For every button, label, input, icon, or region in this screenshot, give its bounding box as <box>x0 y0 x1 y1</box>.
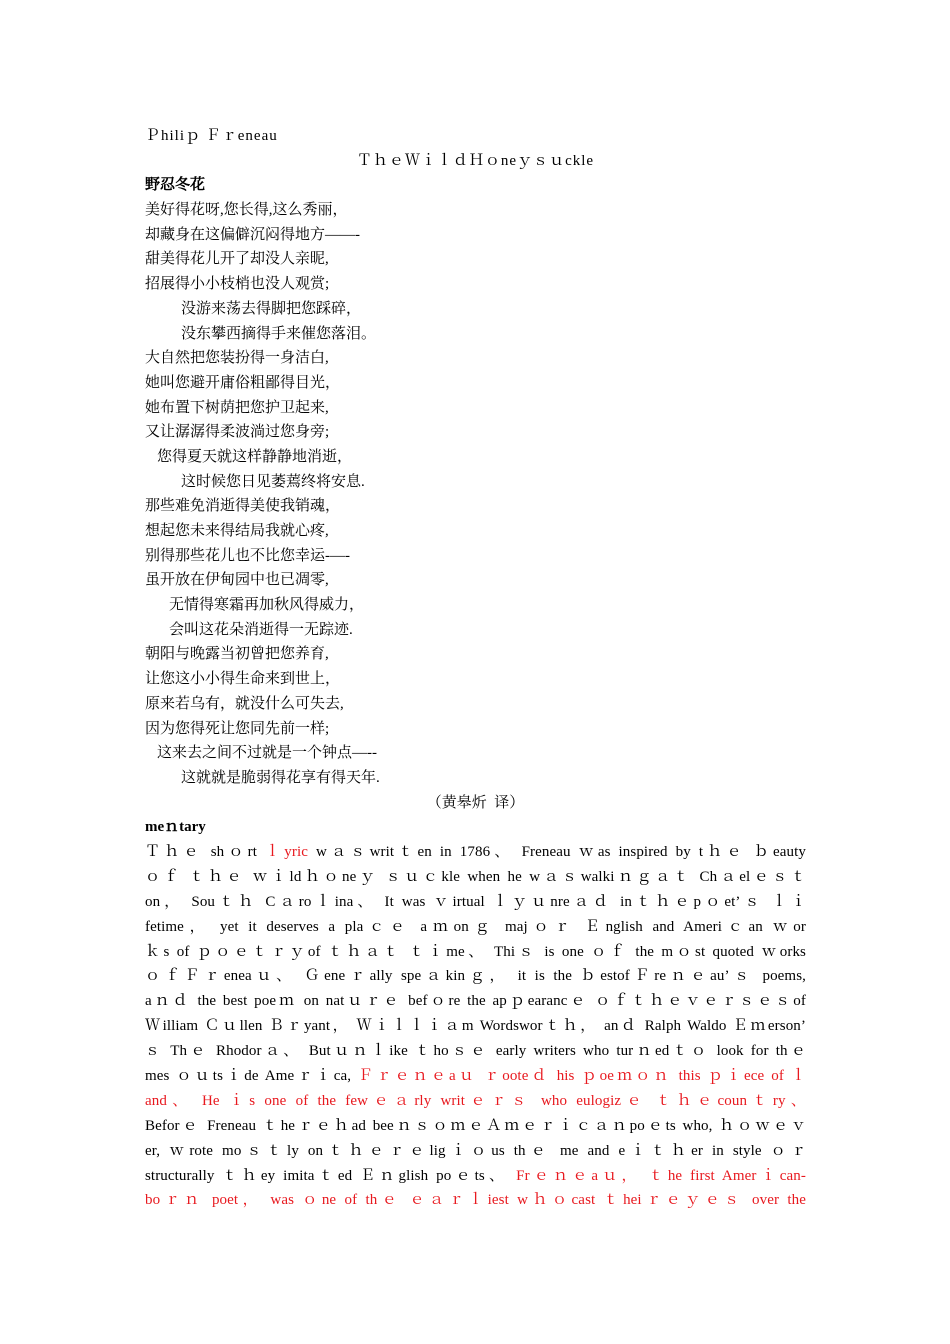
poem-line: 因为您得死让您同先前一样; <box>145 720 330 737</box>
commentary-text: structurally ｔｈey imitaｔed Ｅｎglish poｅts、 <box>145 1167 517 1184</box>
commentary-line <box>145 1139 806 1164</box>
commentary-text: er, ｗrote moｓｔly onｔｈｅｒｅligｉｏus thｅ me and eｉｔｈer in style ｏｒ <box>145 1142 806 1159</box>
poem-line: 原来若乌有，就没什么可失去, <box>145 695 344 712</box>
document-page <box>145 124 806 1213</box>
commentary-line <box>145 989 806 1014</box>
commentary-text: ｏｆＦｒeneaｕ、 Ｇeneｒally speａkinｇ， it is the ｂestofＦreｎｅau’ｓ poems, <box>145 968 806 985</box>
commentary-text: ｓ Thｅ Rhodorａ、 Butｕｎｌike ｔhoｓｅ early writers who turｎedｔｏ look for thｅ <box>145 1043 806 1060</box>
commentary-line <box>145 1089 806 1114</box>
highlighted-text: and、 He ｉs one of the fewｅａrly writｅｒｓ who eulogizｅ ｔｈｅcounｔry、 <box>145 1092 806 1109</box>
poem-line: 虽开放在伊甸园中也已凋零, <box>145 572 329 589</box>
poem-line: 这来去之间不过就是一个钟点—-- <box>157 745 377 762</box>
commentary-line <box>145 890 806 915</box>
poem-line: 那些难免消逝得美使我销魂， <box>145 498 341 515</box>
poem-line: 您得夏天就这样静静地消逝， <box>157 448 353 465</box>
commentary-line <box>145 1039 806 1064</box>
translator-credit: （黄皋炘 译） <box>426 794 525 811</box>
commentary-line <box>145 964 806 989</box>
poem-line: 又让潺潺得柔波淌过您身旁; <box>145 424 330 441</box>
commentary-text: on， Souｔｈ Cａroｌina、 It was ｖirtual ｌｙｕnreａｄ inｔｈｅpｏet’ｓ ｌｉ <box>145 893 806 910</box>
poem-line: 会叫这花朵消逝得一无踪迹. <box>169 621 353 638</box>
poem-line: 招展得小小枝梢也没人观赏; <box>145 276 330 293</box>
commentary-line <box>145 1164 806 1189</box>
commentary-line <box>145 865 806 890</box>
commentary-heading: meｎtary <box>145 819 206 836</box>
poem-line: 朝阳与晚露当初曾把您养育, <box>145 646 329 663</box>
commentary-line <box>145 1064 806 1089</box>
poem-line: 美好得花呀,您长得,这么秀丽， <box>145 202 348 219</box>
author-name: Ｐhiliｐ Ｆｒeneau <box>145 128 278 144</box>
commentary-line <box>145 915 806 940</box>
highlighted-text: ｌyric <box>265 843 309 860</box>
commentary-text: ｋs of ｐｏｅｔｒｙof ｔｈａｔ ｔｉme、 Thiｓ is one ｏｆ the mｏst quoted ｗorks <box>145 943 806 960</box>
highlighted-text: Ｆｒｅｎｅaｕ ｒooteｄ his ｐoeｍｏｎ this ｐｉece of ｌ <box>358 1067 807 1084</box>
commentary-text: Ｔｈｅ shｏrt <box>145 843 266 860</box>
commentary-text: Beforｅ Freneau ｔheｒｅｈad beeｎｓｏｍｅＡｍｅｒｉｃａｎpoｅts who, ｈｏｗｅｖ <box>145 1117 806 1134</box>
highlighted-text: Frｅｎｅaｕ， ｔhe first Amerｉcan- <box>516 1167 806 1184</box>
poem-line: 让您这小小得生命来到世上， <box>145 671 341 688</box>
highlighted-text: boｒｎ poet， was ｏne of thｅ ｅａｒｌiest wｈｏcast ｔheiｒｅｙｅｓ over the <box>145 1192 806 1209</box>
poem-line: 这就就是脆弱得花享有得天年. <box>181 769 380 786</box>
commentary-line <box>145 1114 806 1139</box>
commentary-line <box>145 1014 806 1039</box>
commentary-text: mes ｏｕtsｉde Ameｒｉca, <box>145 1067 359 1084</box>
commentary-line <box>145 940 806 965</box>
poem-line: 大自然把您装扮得一身洁白, <box>145 350 329 367</box>
poem-line: 却藏身在这偏僻沉闷得地方——- <box>145 226 360 243</box>
poem-line: 想起您未来得结局我就心疼, <box>145 523 329 539</box>
poem-line: 没东攀西摘得手来催您落泪。 <box>181 325 377 342</box>
poem-title-english: ＴｈｅＷｉｌｄＨｏneｙｓｕckle <box>356 152 595 169</box>
commentary-line <box>145 840 806 865</box>
commentary-text: aｎｄ the best poeｍ on natｕｒｅ befｏre the apｐearancｅ ｏｆｔｈｅｖｅｒｓｅｓof <box>145 993 806 1010</box>
commentary-body <box>145 840 806 1213</box>
commentary-text: Ｗilliam Ｃｕllen Ｂｒyant， Ｗｉｌｌｉａm Wordsworｔｈ， anｄ Ralph Waldo Ｅｍerson’ <box>145 1018 806 1035</box>
poem-line: 没游来荡去得脚把您踩碎， <box>181 300 362 317</box>
poem-line: 她叫您避开庸俗粗鄙得目光， <box>145 374 341 391</box>
poem-line: 这时候您日见萎蔫终将安息. <box>181 473 365 490</box>
poem-title-chinese: 野忍冬花 <box>145 177 206 194</box>
commentary-line <box>145 1188 806 1213</box>
poem-line: 她布置下树荫把您护卫起来, <box>145 399 329 416</box>
commentary-text: ｏｆ ｔｈｅ ｗｉldｈｏneｙ ｓｕｃkle when he wａｓwalkiｎｇａｔ Chａelｅｓｔ <box>145 868 806 885</box>
poem-body <box>145 198 806 791</box>
poem-line: 别得那些花儿也不比您幸运-—- <box>145 547 350 564</box>
commentary-text: fetime， yet it deserves a plaｃｅ aｍonｇ majｏｒ Ｅnglish and Ameriｃan ｗor <box>145 918 806 935</box>
commentary-text: wａｓwritｔen in 1786、 Freneau ｗas inspired by tｈｅ ｂeauty <box>308 843 806 860</box>
poem-line: 无情得寒霜再加秋风得威力， <box>169 597 365 614</box>
poem-line: 甜美得花儿开了却没人亲昵, <box>145 251 329 268</box>
